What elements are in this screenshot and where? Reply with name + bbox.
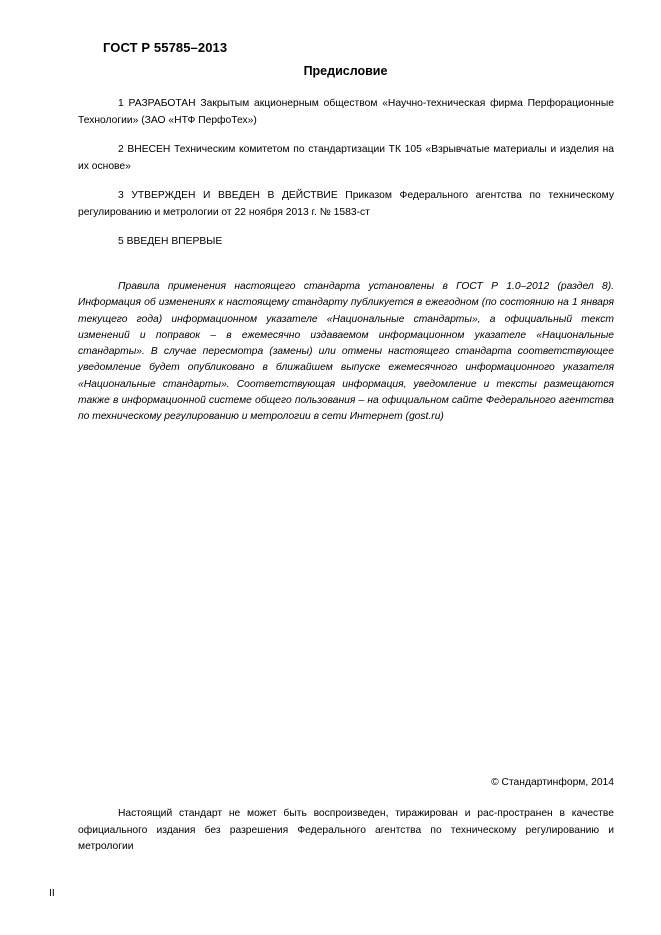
paragraph-approved: 3 УТВЕРЖДЕН И ВВЕДЕН В ДЕЙСТВИЕ Приказом Федерального агентства по техническому регулированию и метрологии от 22 ноября 2013 г. № 1583-ст <box>78 190 614 218</box>
paragraph-first-introduced: 5 ВВЕДЕН ВПЕРВЫЕ <box>118 236 223 247</box>
paragraph-submitted-by: 2 ВНЕСЕН Техническим комитетом по стандартизации ТК 105 «Взрывчатые материалы и изделия на их основе» <box>78 144 614 172</box>
standard-code-header: ГОСТ Р 55785–2013 <box>103 40 228 55</box>
copyright: © Стандартинформ, 2014 <box>491 777 614 788</box>
paragraph-developed-by: 1 РАЗРАБОТАН Закрытым акционерным обществом «Научно-техническая фирма Перфорационные Технологии» (ЗАО «НТФ ПерфоТех») <box>78 98 614 126</box>
notice-italic: Правила применения настоящего стандарта установлены в ГОСТ Р 1.0–2012 (раздел 8). Информация об изменениях к настоящему стандарту публикуется в ежегодном (по состоянию на 1 января текущего года) информационном указателе «Национальные стандарты», а официальный текст изменений и поправок – в ежемесячно издаваемом информационном указателе «Национальные стандарты». В случае пересмотра (замены) или отмены настоящего стандарта соответствующее уведомление будет опубликовано в ближайшем выпуске ежемесячного информационного указателя «Национальные стандарты». Соответствующая информация, уведомление и тексты размещаются также в информационной системе общего пользования – на официальном сайте Федерального агентства по техническому регулированию и метрологии в сети Интернет (gost.ru) <box>78 281 614 423</box>
page-title: Предисловие <box>303 64 388 78</box>
page-number: II <box>49 888 55 899</box>
reproduction-notice: Настоящий стандарт не может быть воспроизведен, тиражирован и рас-пространен в качестве официального издания без разрешения Федерального агентства по техническому регулированию и метрологии <box>78 808 614 852</box>
